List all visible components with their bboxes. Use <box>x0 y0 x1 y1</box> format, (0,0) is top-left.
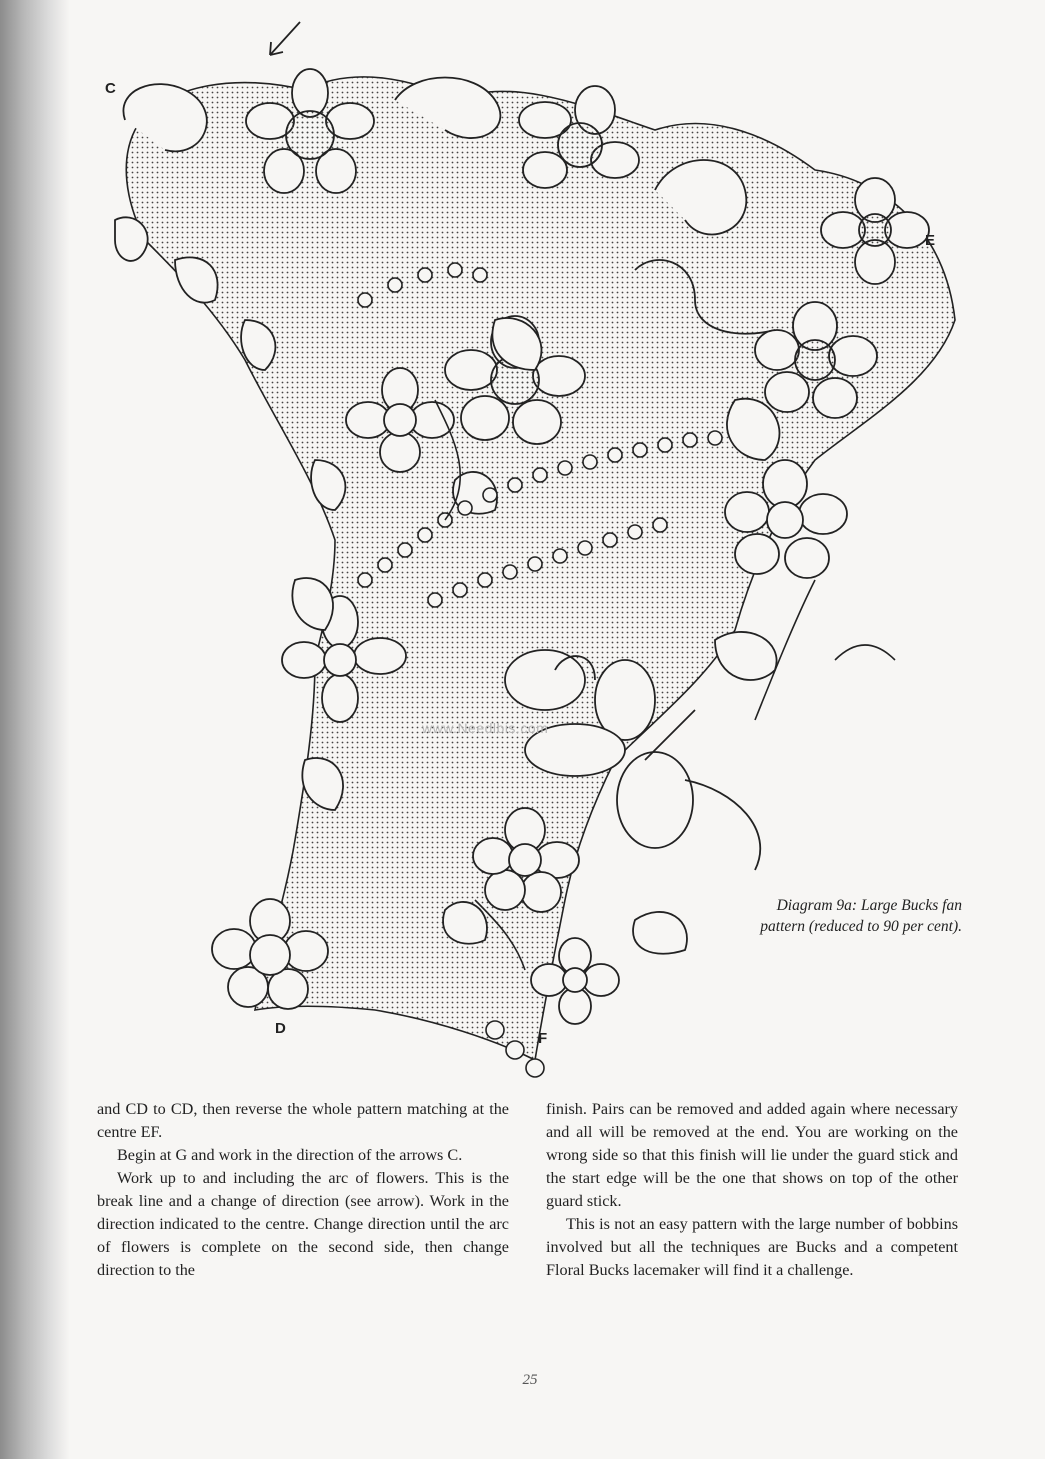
point-label-e: E <box>925 232 936 249</box>
direction-arrow-icon <box>270 22 300 55</box>
paragraph: Begin at G and work in the direction of the arrows C. <box>117 1146 463 1164</box>
page-number: 25 <box>522 1372 538 1388</box>
point-label-d: D <box>275 1020 286 1037</box>
text-column-left <box>97 1098 509 1282</box>
caption-line-2: pattern (reduced to 90 per cent). <box>760 918 962 935</box>
book-gutter-shadow <box>0 0 70 1459</box>
point-label-c: C <box>105 80 116 97</box>
diagram-caption <box>700 895 962 937</box>
caption-line-1: Diagram 9a: Large Bucks fan <box>776 897 962 914</box>
point-label-f: F <box>538 1030 548 1047</box>
paragraph: and CD to CD, then reverse the whole pattern matching at the centre EF. <box>97 1100 509 1141</box>
paragraph: Work up to and including the arc of flowers. This is the break line and a change of direction (see arrow). Work in the direction indicated to the centre. Change direction until the arc of flowers is complete on the second side, then change direction to the <box>97 1169 509 1279</box>
text-column-right <box>546 1098 958 1282</box>
paragraph: This is not an easy pattern with the large number of bobbins involved but all the techniques are Bucks and a competent Floral Bucks lacemaker will find it a challenge. <box>546 1215 958 1279</box>
paragraph: finish. Pairs can be removed and added again where necessary and all will be removed at the end. You are working on the wrong side so that this finish will lie under the guard stick and the start edge will be the one that shows on top of the other guard stick. <box>546 1100 958 1210</box>
watermark: www.Needlbis.com <box>422 720 549 736</box>
